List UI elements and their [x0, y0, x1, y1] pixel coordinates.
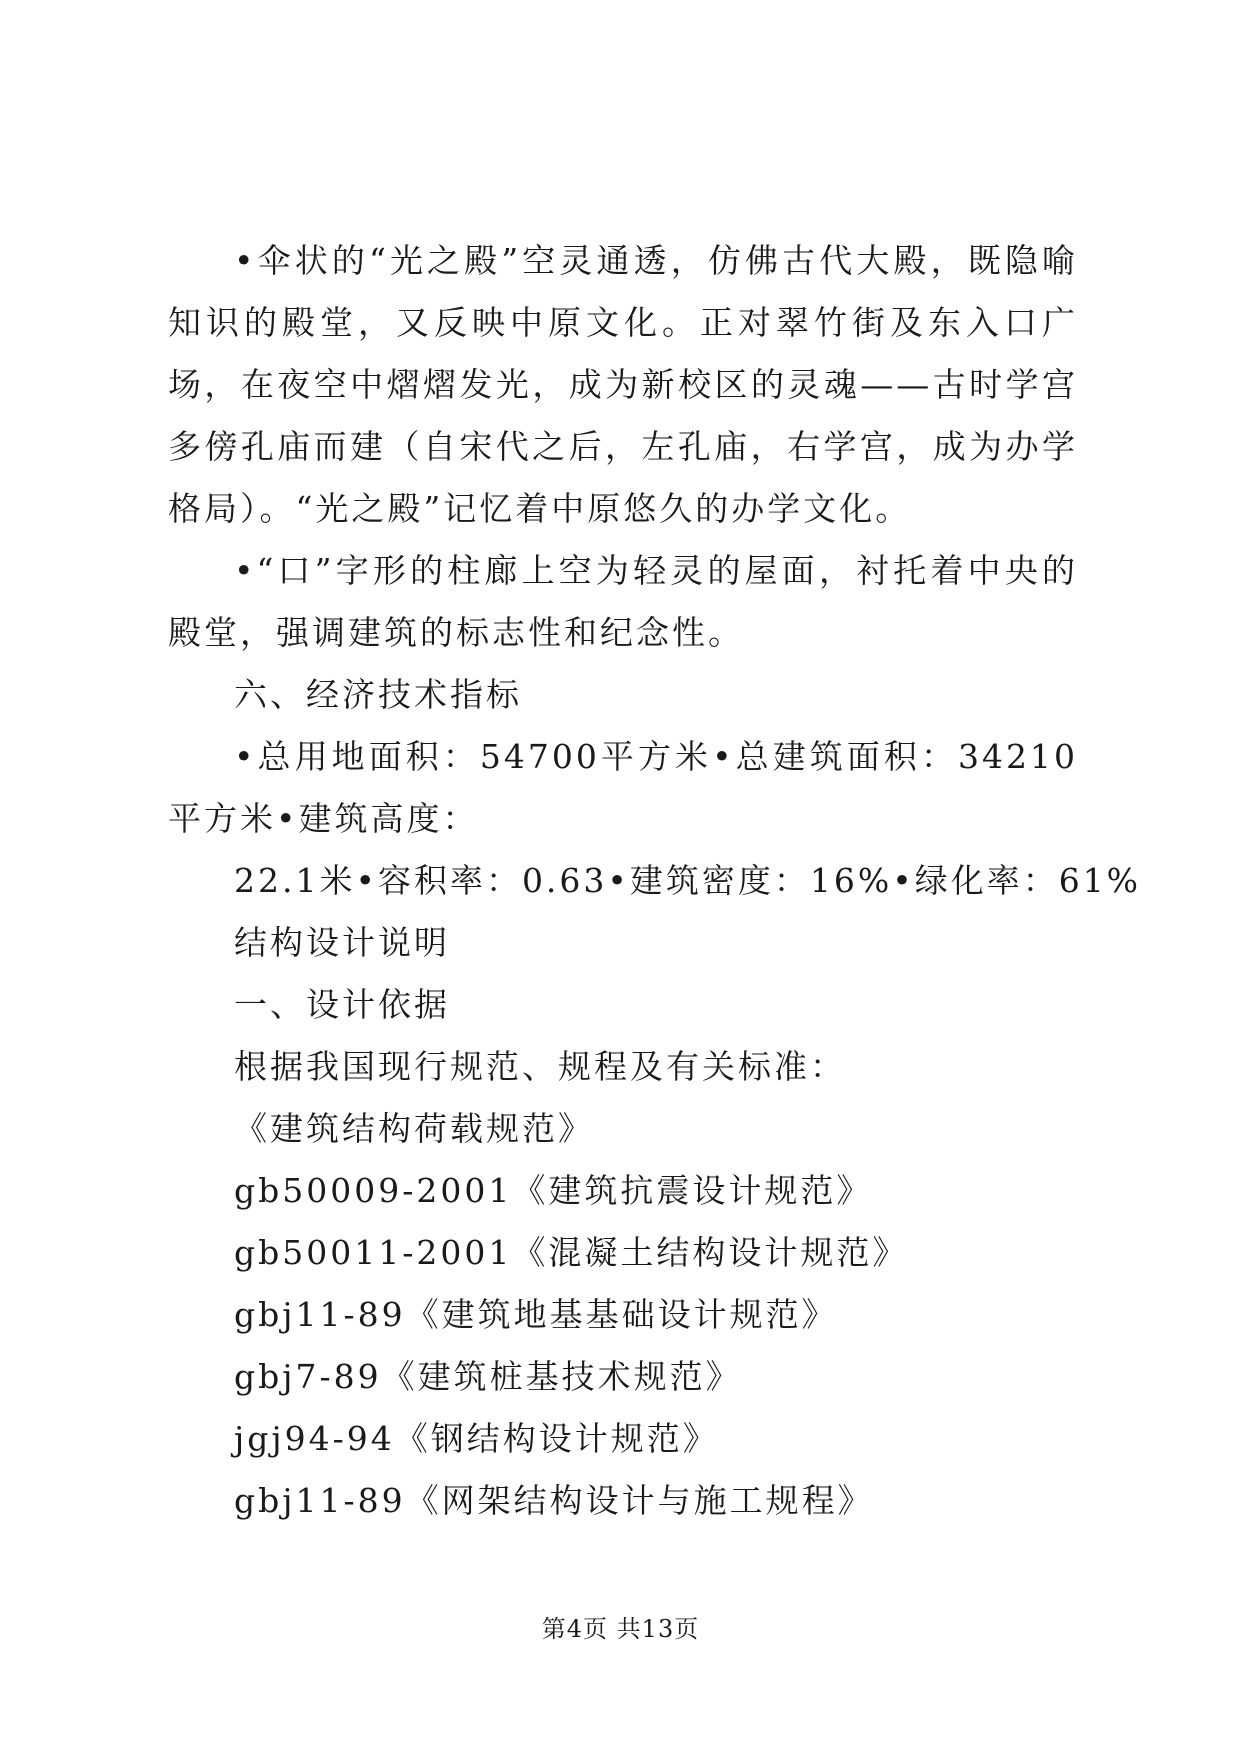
standard-item: gbj7-89《建筑桩基技术规范》: [234, 1357, 742, 1396]
standard-item: gb50011-2001《混凝土结构设计规范》: [234, 1233, 909, 1272]
heading-economic-indicators: 六、经济技术指标: [234, 675, 522, 714]
paragraph-area-indicators: •总用地面积：54700平方米•总建筑面积：34210平方米•建筑高度：: [168, 737, 1078, 838]
standard-item: gbj11-89《建筑地基基础设计规范》: [234, 1295, 838, 1334]
standard-item: gbj11-89《网架结构设计与施工规程》: [234, 1481, 874, 1520]
heading-design-basis: 一、设计依据: [234, 985, 450, 1024]
standard-item: 《建筑结构荷载规范》: [234, 1109, 594, 1148]
standard-item: jgj94-94《钢结构设计规范》: [234, 1419, 719, 1458]
document-body: [168, 230, 1142, 1532]
paragraph-light-hall: •伞状的“光之殿”空灵通透，仿佛古代大殿，既隐喻知识的殿堂，又反映中原文化。正对翠竹街及东入口广场，在夜空中熠熠发光，成为新校区的灵魂——古时学宫多傍孔庙而建（自宋代之后，左孔庙，右学宫，成为办学格局）。“光之殿”记忆着中原悠久的办学文化。: [168, 241, 1078, 528]
heading-structural-design: 结构设计说明: [234, 923, 450, 962]
paragraph-height-ratios: 22.1米•容积率：0.63•建筑密度：16%•绿化率：61%: [234, 861, 1142, 900]
page-number-footer: 第4页 共13页: [541, 1615, 700, 1643]
paragraph-standards-intro: 根据我国现行规范、规程及有关标准：: [234, 1047, 846, 1086]
standard-item: gb50009-2001《建筑抗震设计规范》: [234, 1171, 873, 1210]
paragraph-colonnade: •“口”字形的柱廊上空为轻灵的屋面，衬托着中央的殿堂，强调建筑的标志性和纪念性。: [168, 551, 1078, 652]
